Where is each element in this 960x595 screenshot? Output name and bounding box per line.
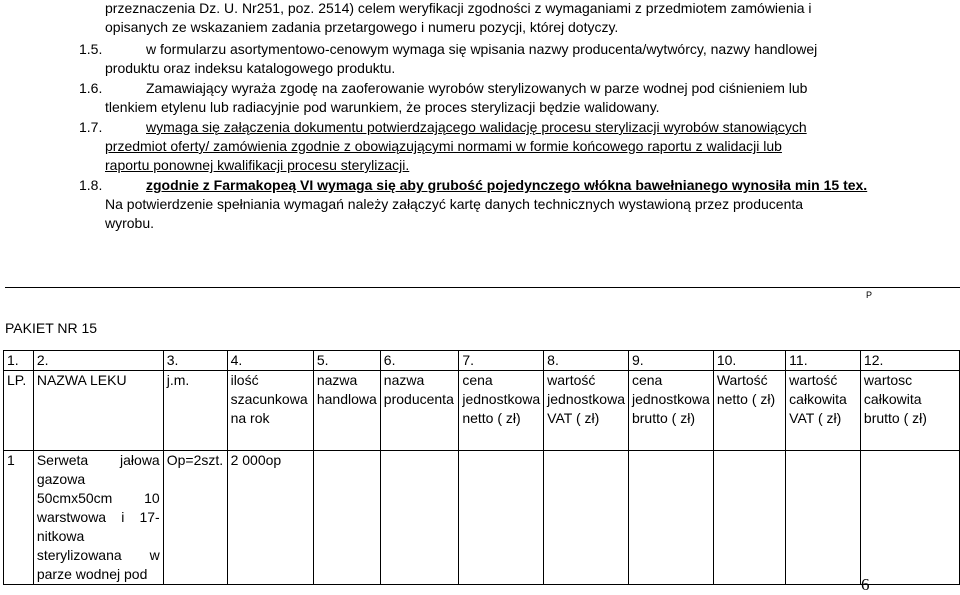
item-text-line: produktu oraz indeksu katalogowego produktu. (105, 60, 396, 76)
col-number: 11. (786, 351, 861, 371)
item-text-line: przedmiot oferty/ zamówienia zgodnie z obowiązującymi normami w formie końcowego raportu z walidacji lub (105, 138, 782, 154)
header-cell-total-gross: wartosc całkowita brutto ( zł) (860, 371, 959, 451)
table-row (4, 451, 960, 585)
col-number: 3. (163, 351, 227, 371)
header-cell-name: NAZWA LEKU (33, 371, 163, 451)
row-producer (380, 451, 459, 585)
item-text-line: tlenkiem etylenu lub radiacyjnie pod warunkiem, że proces sterylizacji będzie walidowany. (105, 99, 660, 115)
item-number: 1.7. (79, 119, 103, 135)
item-number: 1.8. (79, 177, 103, 193)
col-number: 8. (544, 351, 629, 371)
header-cell-unit-gross: cena jednostkowa brutto ( zł) (628, 371, 713, 451)
col-number: 6. (380, 351, 459, 371)
item-number: 1.5. (79, 41, 103, 57)
header-cell-lp: LP. (4, 371, 34, 451)
header-cell-qty: ilość szacunkowa na rok (227, 371, 313, 451)
col-number: 9. (628, 351, 713, 371)
item-text-line: wyrobu. (105, 215, 155, 231)
item-text-line: Zamawiający wyraża zgodę na zaoferowanie wyrobów sterylizowanych w parze wodnej pod ciśnieniem lub (146, 80, 808, 96)
package-title: PAKIET NR 15 (5, 320, 98, 336)
page-number: 6 (861, 575, 870, 594)
row-total-net (713, 451, 785, 585)
intro-line-1: przeznaczenia Dz. U. Nr251, poz. 2514) celem weryfikacji zgodności z wymaganiami z przedmiotem zamówienia i (105, 0, 812, 16)
p-mark: P (866, 290, 873, 300)
intro-line-2: opisanych ze wskazaniem zadania przetargowego i numeru pozycji, której dotyczy. (105, 19, 619, 35)
row-unit-vat (544, 451, 629, 585)
header-cell-unit-net: cena jednostkowa netto ( zł) (459, 371, 544, 451)
item-number: 1.6. (79, 80, 103, 96)
offer-table (3, 350, 960, 585)
header-cell-trade-name: nazwa handlowa (313, 371, 380, 451)
row-unit-net (459, 451, 544, 585)
item-text-line: Na potwierdzenie spełniania wymagań należy załączyć kartę danych technicznych wystawioną przez producenta (105, 196, 804, 212)
header-row (4, 371, 960, 451)
col-number: 4. (227, 351, 313, 371)
item-text-line: raportu ponownej kwalifikacji procesu sterylizacji. (105, 157, 410, 173)
header-cell-total-vat: wartość całkowita VAT ( zł) (786, 371, 861, 451)
header-cell-unit-vat: wartość jednostkowa VAT ( zł) (544, 371, 629, 451)
col-number: 2. (33, 351, 163, 371)
row-total-vat (786, 451, 861, 585)
row-unit-gross (628, 451, 713, 585)
separator-line (5, 287, 960, 288)
col-number: 7. (459, 351, 544, 371)
col-number: 10. (713, 351, 785, 371)
header-cell-total-net: Wartość netto ( zł) (713, 371, 785, 451)
row-trade-name (313, 451, 380, 585)
col-number: 5. (313, 351, 380, 371)
col-number: 1. (4, 351, 34, 371)
item-text-line: w formularzu asortymentowo-cenowym wymaga się wpisania nazwy producenta/wytwórcy, nazwy handlowej (146, 41, 818, 57)
col-number: 12. (860, 351, 959, 371)
row-qty: 2 000op (227, 451, 313, 585)
item-text-line-bold: zgodnie z Farmakopeą VI wymaga się aby grubość pojedynczego włókna bawełnianego wynosiła min 15 tex. (146, 177, 868, 193)
column-number-row (4, 351, 960, 371)
row-total-gross (860, 451, 959, 585)
header-cell-jm: j.m. (163, 371, 227, 451)
row-jm: Op=2szt. (163, 451, 227, 585)
row-lp: 1 (4, 451, 34, 585)
item-text-line: wymaga się załączenia dokumentu potwierdzającego walidację procesu sterylizacji wyrobów stanowiących (146, 119, 807, 135)
row-name: Serweta jałowa gazowa 50cmx50cm 10 warstwowa i 17-nitkowa sterylizowana w parze wodnej pod (33, 451, 163, 585)
header-cell-producer: nazwa producenta (380, 371, 459, 451)
